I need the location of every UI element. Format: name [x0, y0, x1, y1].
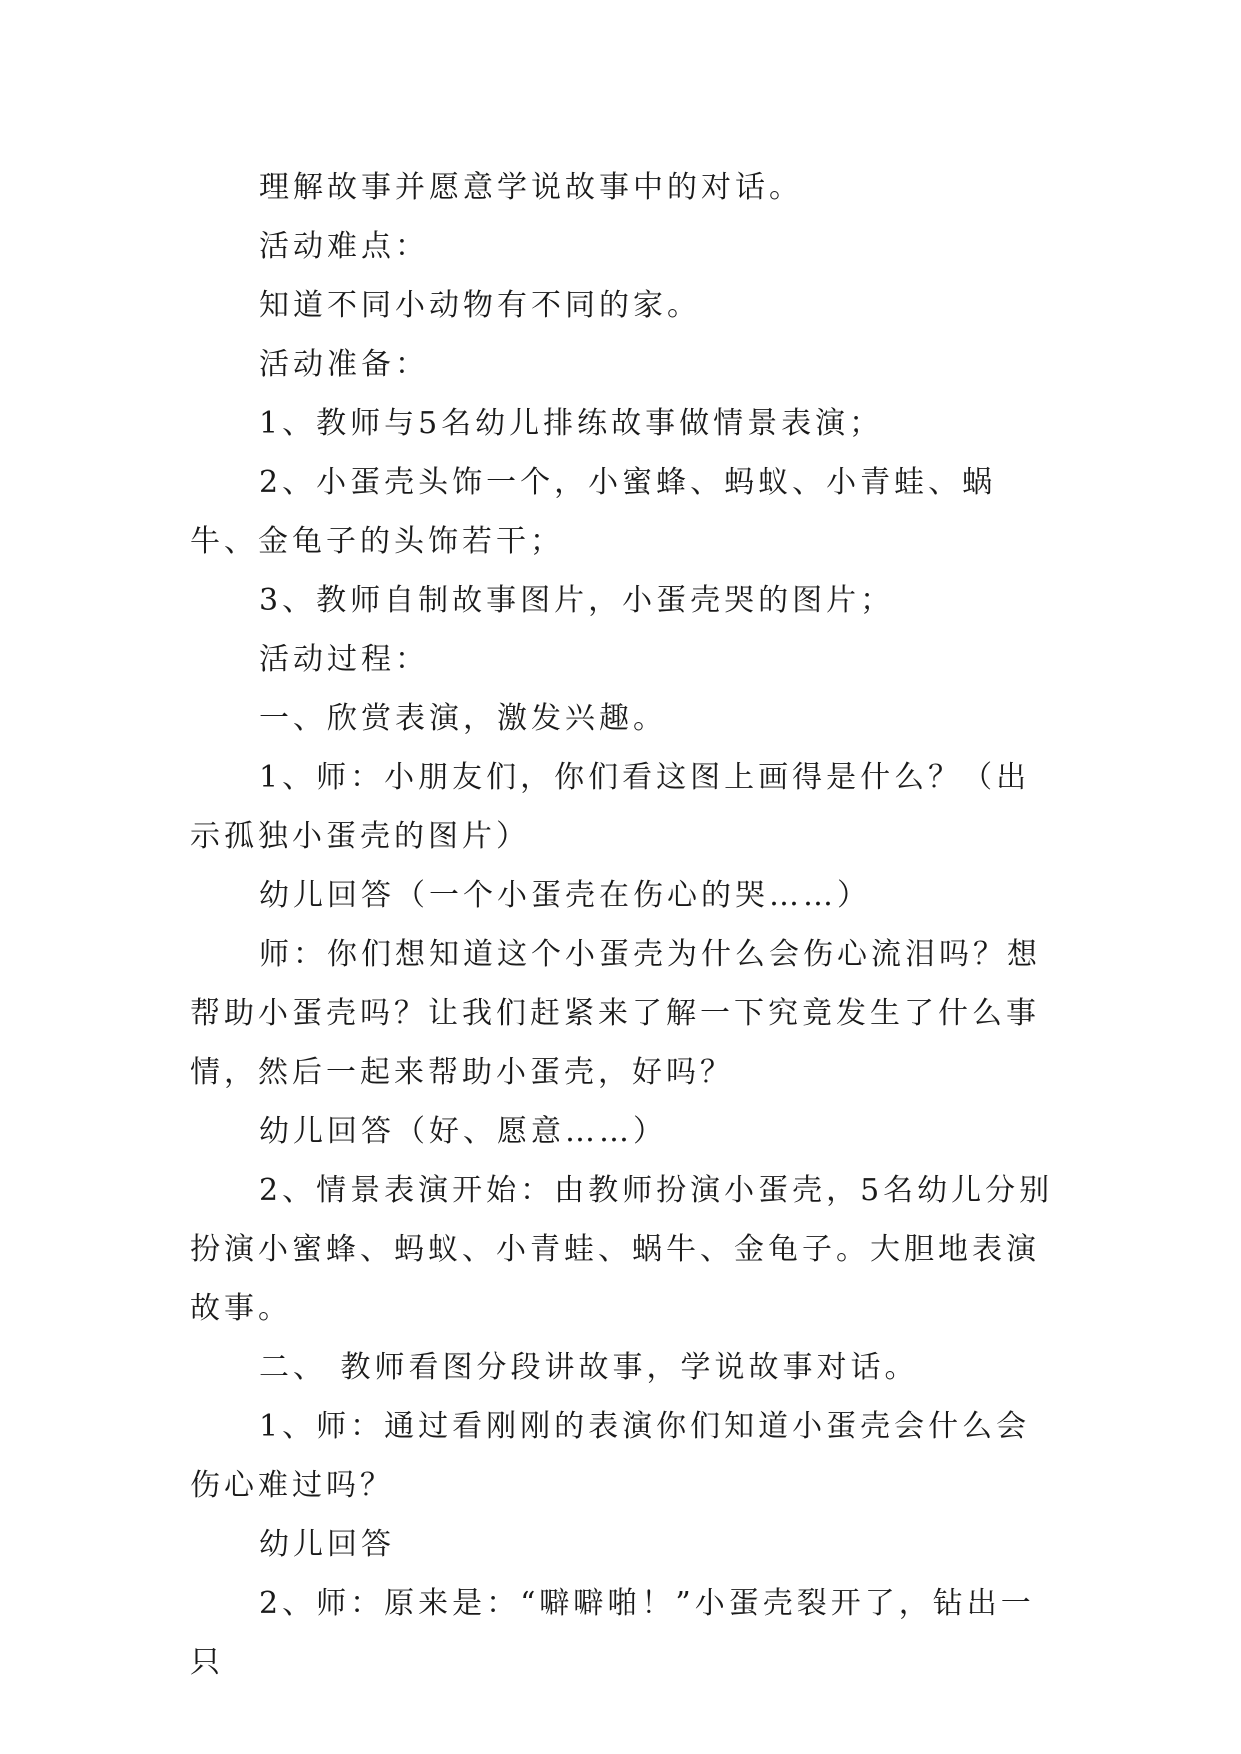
document-body — [190, 158, 1060, 1692]
list-item: 1、师：通过看刚刚的表演你们知道小蛋壳会什么会伤心难过吗？ — [190, 1409, 1031, 1503]
paragraph: 知道不同小动物有不同的家。 — [259, 288, 701, 323]
paragraph: 幼儿回答 — [259, 1527, 395, 1562]
list-item: 1、师：小朋友们，你们看这图上画得是什么？（出示孤独小蛋壳的图片） — [190, 760, 1031, 854]
list-item: 3、教师自制故事图片，小蛋壳哭的图片； — [259, 583, 895, 618]
list-item: 2、师：原来是：“噼噼啪！”小蛋壳裂开了，钻出一只 — [190, 1586, 1035, 1680]
list-item: 2、情景表演开始：由教师扮演小蛋壳，5名幼儿分别扮演小蜜蜂、蚂蚁、小青蛙、蜗牛、金龟子。大胆地表演故事。 — [190, 1173, 1054, 1326]
section-heading: 活动过程： — [259, 642, 429, 677]
section-heading: 活动准备： — [259, 347, 429, 382]
list-item: 1、教师与5名幼儿排练故事做情景表演； — [259, 406, 884, 441]
list-item: 2、小蛋壳头饰一个，小蜜蜂、蚂蚁、小青蛙、蜗牛、金龟子的头饰若干； — [190, 465, 997, 559]
section-heading: 活动难点： — [259, 229, 429, 264]
subsection-heading: 二、 教师看图分段讲故事，学说故事对话。 — [259, 1350, 919, 1385]
paragraph: 幼儿回答（好、愿意……） — [259, 1114, 667, 1149]
paragraph: 理解故事并愿意学说故事中的对话。 — [259, 170, 803, 205]
subsection-heading: 一、欣赏表演，激发兴趣。 — [259, 701, 667, 736]
paragraph: 幼儿回答（一个小蛋壳在伤心的哭……） — [259, 878, 871, 913]
paragraph: 师：你们想知道这个小蛋壳为什么会伤心流泪吗？想帮助小蛋壳吗？让我们赶紧来了解一下究竟发生了什么事情，然后一起来帮助小蛋壳，好吗？ — [190, 937, 1041, 1090]
